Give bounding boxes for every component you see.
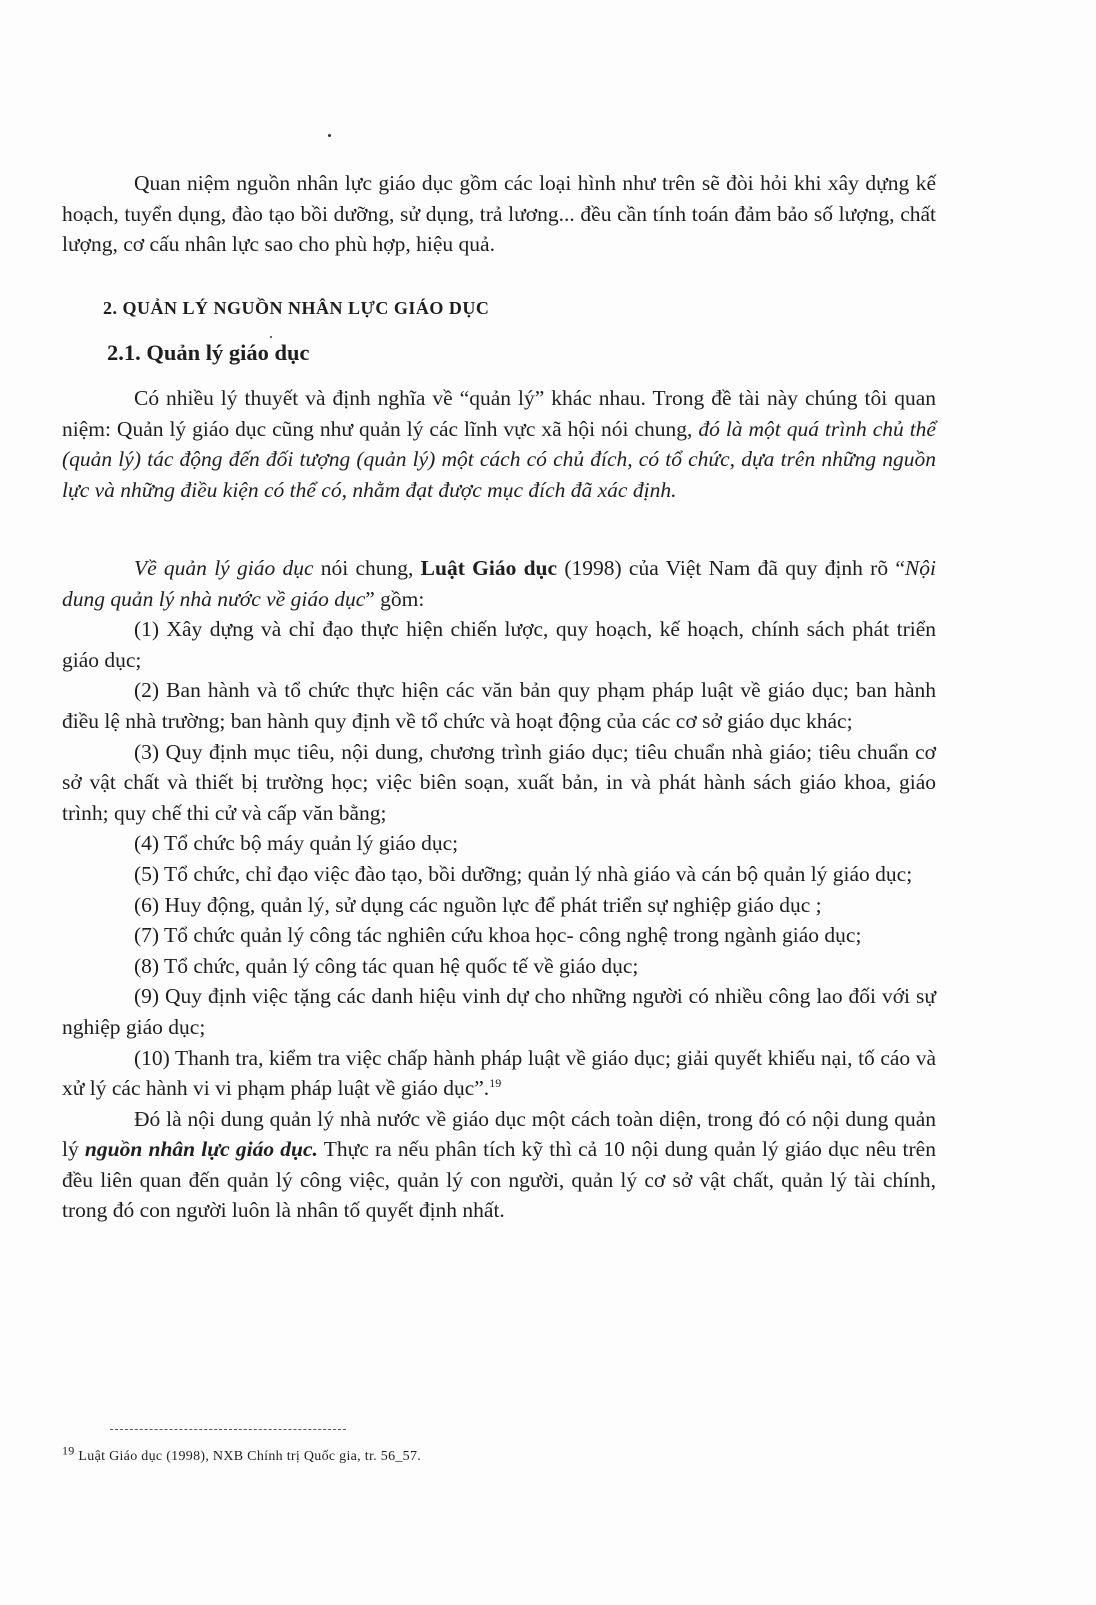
subsection-heading: 2.1. Quản lý giáo dục: [107, 340, 310, 365]
list-item: (4) Tổ chức bộ máy quản lý giáo dục;: [134, 831, 459, 856]
list-item: (3) Quy định mục tiêu, nội dung, chương trình giáo dục; tiêu chuẩn nhà giáo; tiêu chuẩn cơ sở vật chất và thiết bị trường học; việc biên soạn, xuất bản, in và phát hành sách giáo khoa, giáo trình; quy chế thi cử và cấp văn bằng;: [62, 739, 936, 825]
list-item: (7) Tổ chức quản lý công tác nghiên cứu khoa học- công nghệ trong ngành giáo dục;: [134, 923, 862, 948]
list-item-text: (10) Thanh tra, kiểm tra việc chấp hành pháp luật về giáo dục; giải quyết khiếu nại, tố cáo và xử lý các hành vi vi phạm pháp luật về giáo dục”.: [62, 1045, 936, 1101]
closing-emphasis: nguồn nhân lực giáo dục.: [84, 1137, 318, 1162]
intro-paragraph-text: Quan niệm nguồn nhân lực giáo dục gồm các loại hình như trên sẽ đòi hỏi khi xây dựng kế hoạch, tuyển dụng, đào tạo bồi dưỡng, sử dụng, trả lương... đều cần tính toán đảm bảo số lượng, chất lượng, cơ cấu nhân lực sao cho phù hợp, hiệu quả.: [62, 171, 936, 257]
definition-italic: đó là một quá trình chủ thể (quản lý) tác động đến đối tượng (quản lý) một cách có chủ đích, có tổ chức, dựa trên những nguồn lực và những điều kiện có thể có, nhằm đạt được mục đích đã xác định.: [62, 416, 936, 502]
list-item: (1) Xây dựng và chỉ đạo thực hiện chiến lược, quy hoạch, kế hoạch, chính sách phát triển giáo dục;: [62, 617, 936, 672]
law-name: Luật Giáo dục: [420, 556, 558, 580]
definition-paragraph: [62, 383, 936, 505]
list-item: (8) Tổ chức, quản lý công tác quan hệ quốc tế về giáo dục;: [134, 953, 639, 978]
law-italic-lead: Về quản lý giáo dục: [134, 556, 314, 580]
scan-speck: [328, 134, 331, 137]
definition-lead: Có nhiều lý thuyết và định nghĩa về “quản lý” khác nhau. Trong đề tài này chúng tôi quan niệm: Quản lý giáo dục cũng như quản lý các lĩnh vực xã hội nói chung,: [62, 386, 936, 441]
footnote-number: 19: [62, 1443, 75, 1458]
law-section: [62, 553, 936, 1226]
law-paragraph: Về quản lý giáo dục nói chung, Luật Giáo dục (1998) của Việt Nam đã quy định rõ “Nội dung quản lý nhà nước về giáo dục” gồm:: [62, 556, 936, 611]
list-item: (5) Tổ chức, chỉ đạo việc đào tạo, bồi dưỡng; quản lý nhà giáo và cán bộ quản lý giáo dục;: [134, 861, 913, 886]
list-item: (6) Huy động, quản lý, sử dụng các nguồn lực để phát triển sự nghiệp giáo dục ;: [134, 892, 822, 917]
list-item: [62, 1043, 936, 1104]
law-content-title: Nội dung quản lý nhà nước về giáo dục: [62, 556, 936, 611]
footnote-text: Luật Giáo dục (1998), NXB Chính trị Quốc gia, tr. 56_57.: [78, 1449, 422, 1464]
footnote-reference[interactable]: 19: [489, 1075, 502, 1090]
scan-speck: [270, 336, 272, 338]
list-item: (2) Ban hành và tổ chức thực hiện các văn bản quy phạm pháp luật về giáo dục; ban hành điều lệ nhà trường; ban hành quy định về tổ chức và hoạt động của các cơ sở giáo dục khác;: [62, 678, 936, 733]
closing-paragraph: Đó là nội dung quản lý nhà nước về giáo dục một cách toàn diện, trong đó có nội dung quản lý nguồn nhân lực giáo dục. Thực ra nếu phân tích kỹ thì cả 10 nội dung quản lý giáo dục nêu trên đều liên quan đến quản lý công việc, quản lý con người, quản lý cơ sở vật chất, quản lý tài chính, trong đó con người luôn là nhân tố quyết định nhất.: [62, 1106, 936, 1223]
section-heading: 2. QUẢN LÝ NGUỒN NHÂN LỰC GIÁO DỤC: [103, 298, 490, 318]
list-item: (9) Quy định việc tặng các danh hiệu vinh dự cho những người có nhiều công lao đối với sự nghiệp giáo dục;: [62, 984, 936, 1039]
footnote-divider: [110, 1429, 346, 1430]
intro-paragraph: [62, 168, 936, 260]
footnote: [62, 1443, 422, 1465]
